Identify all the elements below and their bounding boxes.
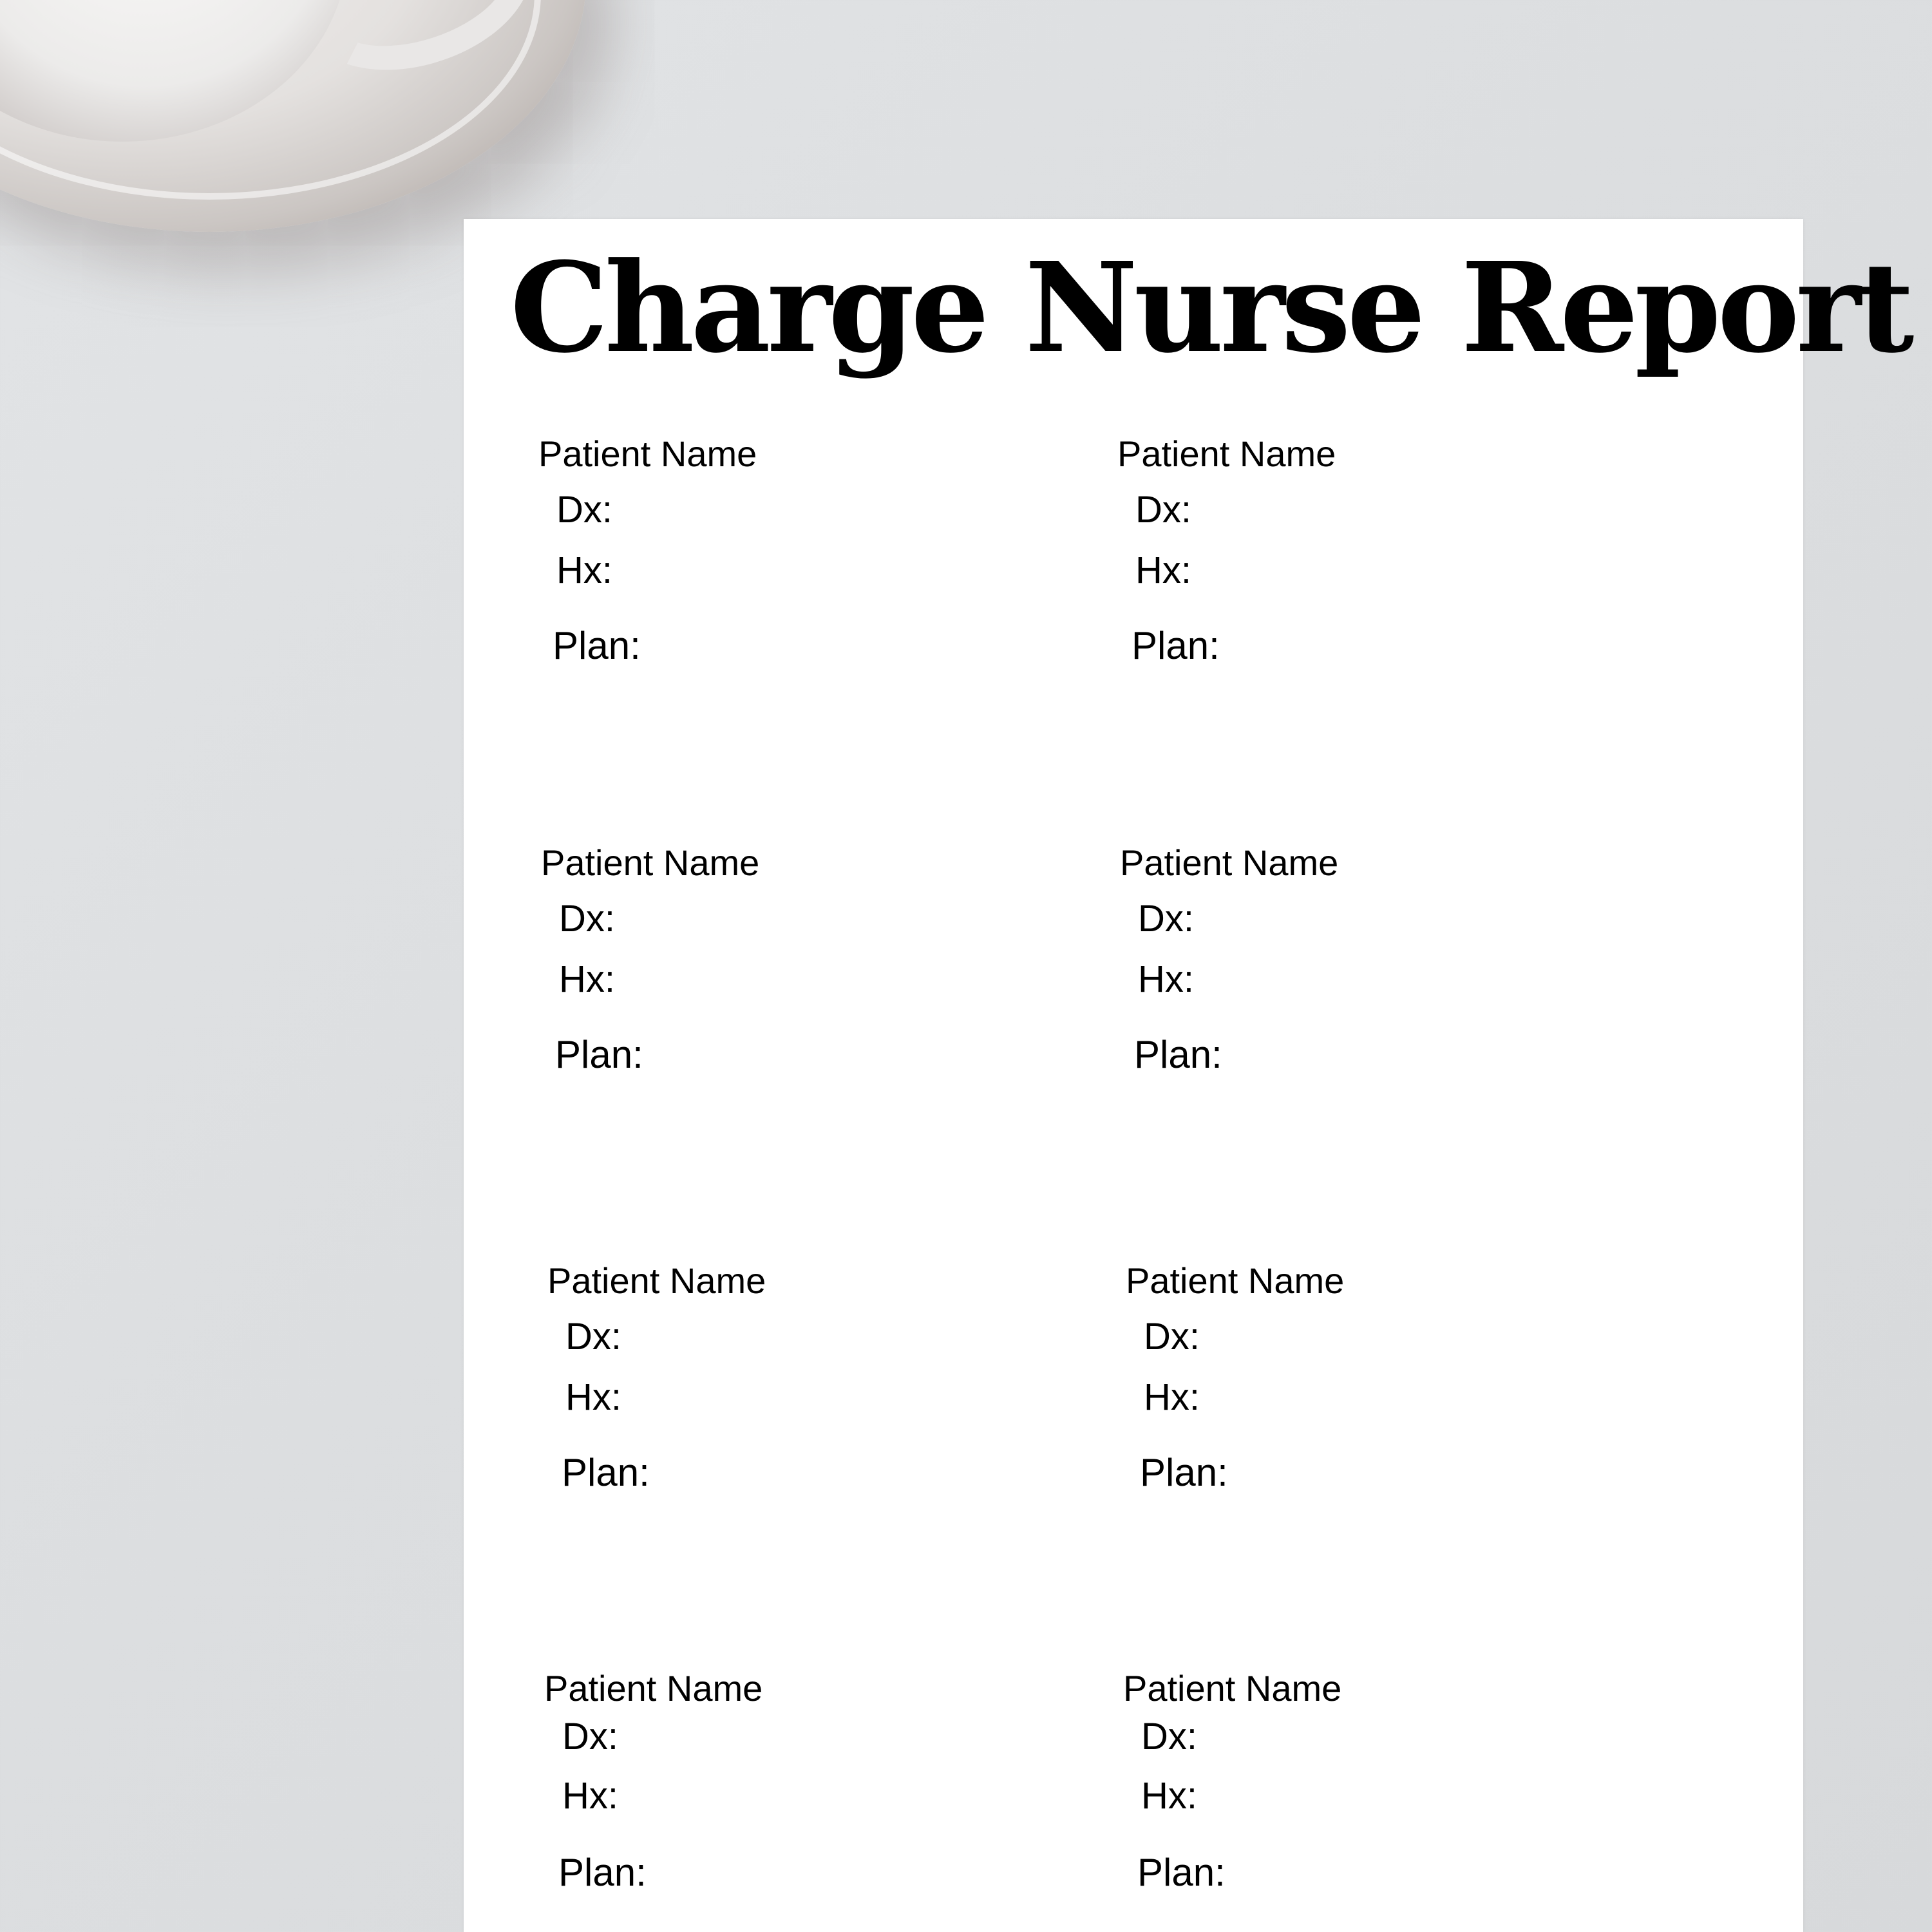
dx-label: Dx: <box>1144 1316 1200 1358</box>
hx-label: Hx: <box>562 1775 618 1817</box>
plan-label: Plan: <box>1134 1033 1222 1076</box>
hx-label: Hx: <box>565 1376 621 1418</box>
hx-label: Hx: <box>1138 958 1194 1000</box>
patient-name-label: Patient Name <box>1123 1668 1342 1709</box>
patient-name-label: Patient Name <box>547 1260 766 1301</box>
patient-entry <box>547 1258 998 1529</box>
plan-label: Plan: <box>1137 1851 1226 1894</box>
hx-label: Hx: <box>559 958 615 1000</box>
dx-label: Dx: <box>1135 489 1191 531</box>
plan-label: Plan: <box>553 624 641 667</box>
report-sheet <box>464 219 1911 1932</box>
dx-label: Dx: <box>556 489 612 531</box>
plan-label: Plan: <box>562 1451 650 1494</box>
hx-label: Hx: <box>1135 549 1191 591</box>
patient-name-label: Patient Name <box>1117 433 1336 474</box>
dx-label: Dx: <box>559 898 615 940</box>
patient-entry <box>541 840 992 1111</box>
dx-label: Dx: <box>1138 898 1194 940</box>
hx-label: Hx: <box>1144 1376 1200 1418</box>
hx-label: Hx: <box>1141 1775 1197 1817</box>
plan-label: Plan: <box>555 1033 643 1076</box>
patient-name-label: Patient Name <box>1120 842 1339 883</box>
patient-name-label: Patient Name <box>544 1668 763 1709</box>
patient-name-label: Patient Name <box>541 842 760 883</box>
dx-label: Dx: <box>1141 1716 1197 1757</box>
patient-entry <box>544 1666 995 1932</box>
plan-label: Plan: <box>1140 1451 1228 1494</box>
patient-entry <box>1123 1666 1574 1932</box>
patient-entry <box>1126 1258 1577 1529</box>
hx-label: Hx: <box>556 549 612 591</box>
patient-entry <box>1120 840 1571 1111</box>
page-title: Charge Nurse Report <box>510 236 1911 381</box>
plan-label: Plan: <box>1132 624 1220 667</box>
patient-entry <box>538 431 989 702</box>
dx-label: Dx: <box>565 1316 621 1358</box>
patient-entry <box>1117 431 1568 702</box>
patient-name-label: Patient Name <box>1126 1260 1345 1301</box>
patient-name-label: Patient Name <box>538 433 757 474</box>
plan-label: Plan: <box>558 1851 647 1894</box>
dx-label: Dx: <box>562 1716 618 1757</box>
